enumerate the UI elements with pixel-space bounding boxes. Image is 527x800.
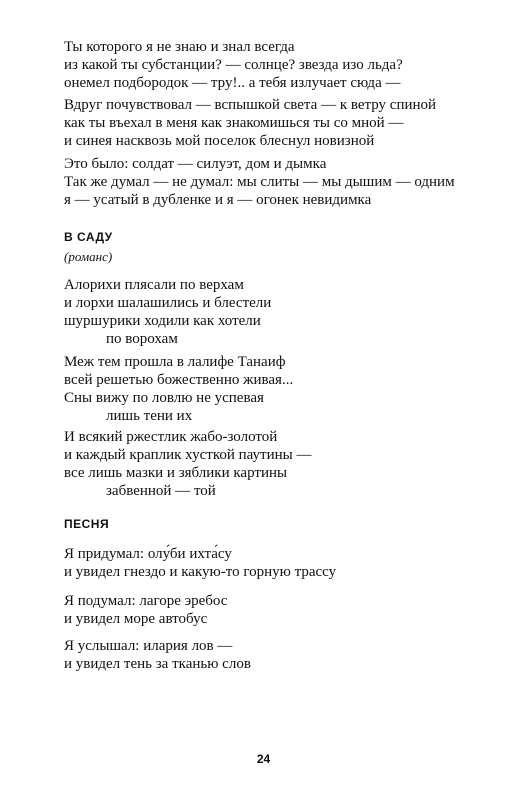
poem2-stanza-2: [64, 353, 484, 425]
verse-line: Сны вижу по ловлю не успевая: [64, 390, 264, 406]
verse-line: Ты которого я не знаю и знал всегда: [64, 39, 295, 55]
verse-line: И всякий ржестлик жабо-золотой: [64, 429, 278, 445]
poem1-stanza-2: [64, 96, 484, 150]
poem1-stanza-3: [64, 155, 484, 209]
verse-line: из какой ты субстанции? — солнце? звезда изо льда?: [64, 57, 403, 73]
verse-line: Я подумал: лагоре эребос: [64, 593, 228, 609]
verse-line: по ворохам: [106, 331, 178, 347]
verse-line: как ты въехал в меня как знакомишься ты со мной —: [64, 115, 404, 131]
verse-line: Это было: солдат — силуэт, дом и дымка: [64, 156, 327, 172]
poem2-stanza-3: [64, 428, 484, 500]
verse-line: шуршурики ходили как хотели: [64, 313, 261, 329]
verse-line: забвенной — той: [106, 483, 216, 499]
verse-line: и лорхи шалашились и блестели: [64, 295, 272, 311]
verse-line: лишь тени их: [106, 408, 193, 424]
verse-line: и увидел море автобус: [64, 611, 208, 627]
poem3-stanza-1: [64, 545, 484, 581]
verse-line: Алорихи плясали по верхам: [64, 277, 244, 293]
poem-title: В САДУ: [64, 230, 113, 244]
page-number: 24: [256, 752, 271, 766]
verse-line: Так же думал — не думал: мы слиты — мы дышим — одним: [64, 174, 455, 190]
verse-line: Я придумал: олу́би ихта́су: [64, 546, 232, 562]
poem3-stanza-2: [64, 592, 484, 628]
verse-line: я — усатый в дубленке и я — огонек невидимка: [64, 192, 372, 208]
verse-line: Я услышал: илария лов —: [64, 638, 233, 654]
verse-line: Вдруг почувствовал — вспышкой света — к ветру спиной: [64, 97, 437, 113]
verse-line: онемел подбородок — тру!.. а тебя излучает сюда —: [64, 75, 401, 91]
poem2-stanza-1: [64, 276, 484, 348]
poem-subtitle: (романс): [64, 249, 113, 264]
verse-line: и синея насквозь мой поселок блеснул новизной: [64, 133, 375, 149]
verse-line: и увидел гнездо и какую-то горную трассу: [64, 564, 337, 580]
poem1-stanza-1: [64, 38, 484, 92]
poem-title: ПЕСНЯ: [64, 517, 110, 531]
verse-line: все лишь мазки и зяблики картины: [64, 465, 288, 481]
verse-line: и увидел тень за тканью слов: [64, 656, 251, 672]
verse-line: всей решетью божественно живая...: [64, 372, 294, 388]
verse-line: и каждый краплик хусткой паутины —: [64, 447, 312, 463]
verse-line: Меж тем прошла в лалифе Танаиф: [64, 354, 286, 370]
poem3-stanza-3: [64, 637, 484, 673]
